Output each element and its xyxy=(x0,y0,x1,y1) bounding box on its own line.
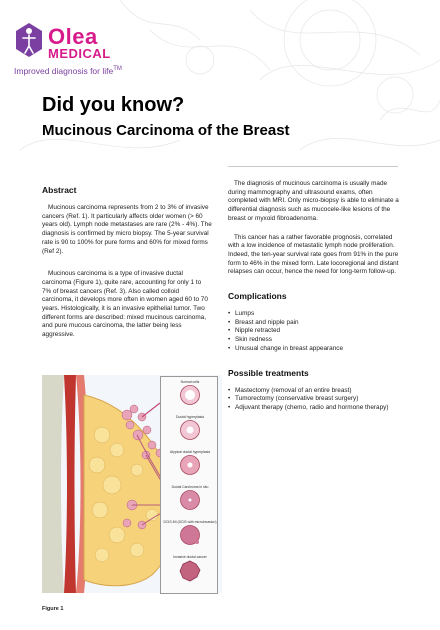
treatments-heading: Possible treatments xyxy=(228,367,309,378)
abstract-paragraph-2: Mucinous carcinoma is a type of invasive ductal carcinoma (Figure 1), quite rare, accounting for only 1 to 7% of breast cancers (Ref. 3). Also called colloid carcinoma, it develops more often in women aged 60 to 70 years. Histologically, it is an invasive epithelial tumor. Two different forms are described: mixed mucinous carcinoma, and pure mucous carcinoma, the latter being less aggressive. xyxy=(42,270,208,339)
list-item: • Nipple retracted xyxy=(228,327,400,336)
logo-human-figure-icon xyxy=(14,22,44,58)
stage-normal xyxy=(161,380,219,411)
cell-invasive-icon xyxy=(178,559,202,583)
abstract-paragraph-1: Mucinous carcinoma represents from 2 to 3% of invasive cancers (Ref. 1). It particularly affects older women (> 60 years old). Lymph node metastases are rare (2% - 4%). The diagnosis is confirmed by micro biopsy. The 5-year survival rate is 90 to 100% for pure forms and 60% for mixed forms (Ref 2). xyxy=(42,204,212,255)
abstract-heading: Abstract xyxy=(42,185,77,195)
stage-label: DCIS-MI (DCIS with microinvasion) xyxy=(163,520,217,524)
right-column xyxy=(228,180,400,427)
list-item: • Unusual change in breast appearance xyxy=(228,345,400,354)
page-subtitle: Mucinous Carcinoma of the Breast xyxy=(42,122,290,139)
left-column xyxy=(42,185,212,350)
cell-dcis-icon xyxy=(179,489,201,511)
prognosis-paragraph: This cancer has a rather favorable prognosis, correlated with a low incidence of metastatic lymph node proliferation. Indeed, the ten-year survival rate goes from 91% in the pure form to 46% in the mixed form. Late locoregional and distant relapses can occur, hence the need for long-term follow-up. xyxy=(228,233,399,276)
list-item: • Breast and nipple pain xyxy=(228,319,400,328)
cell-stages-panel xyxy=(160,376,218,594)
figure-caption: Figure 1 xyxy=(42,606,64,612)
stage-label: Atypical ductal hyperplasia xyxy=(169,450,211,454)
stage-dcis xyxy=(161,485,219,516)
cell-normal-icon xyxy=(179,384,201,406)
stage-label: Invasive ductal cancer xyxy=(173,555,207,559)
complications-list xyxy=(228,310,400,354)
cell-hyperplasia-icon xyxy=(179,419,201,441)
logo-name: Olea xyxy=(48,24,98,49)
stage-ductal-hyperplasia xyxy=(161,415,219,446)
complications-heading: Complications xyxy=(228,291,287,302)
stage-label: Ductal hyperplasia xyxy=(176,415,204,419)
cell-dcis-mi-icon xyxy=(179,524,201,546)
list-item: • Adjuvant therapy (chemo, radio and hormone therapy) xyxy=(228,404,400,413)
logo-tagline xyxy=(14,66,122,76)
tagline-tm: TM xyxy=(113,66,122,73)
stage-label: Ductal Carcinoma in situ xyxy=(171,485,209,489)
cell-atypical-icon xyxy=(179,454,201,476)
stage-label: Normal cells xyxy=(180,380,200,384)
stage-dcis-mi xyxy=(161,520,219,551)
treatments-list xyxy=(228,387,400,413)
divider xyxy=(228,166,398,167)
list-item: • Skin redness xyxy=(228,336,400,345)
tagline-text: Improved diagnosis for life xyxy=(14,66,114,76)
stage-atypical xyxy=(161,450,219,481)
stage-invasive xyxy=(161,555,219,588)
list-item: • Lumps xyxy=(228,310,400,319)
list-item: • Mastectomy (removal of an entire breast) xyxy=(228,387,400,396)
page-title: Did you know? xyxy=(42,94,185,116)
list-item: • Tumorectomy (conservative breast surgery) xyxy=(228,395,400,404)
logo-sub: MEDICAL xyxy=(48,46,111,61)
diagnosis-paragraph: The diagnosis of mucinous carcinoma is usually made during mammography and ultrasound exams, often completed with MRI. Only micro-biopsy is able to eliminate a differential diagnosis such as mucocele-like lesions of the breast or myxoid fibroadenoma. xyxy=(228,180,399,222)
olea-medical-logo xyxy=(14,22,234,82)
